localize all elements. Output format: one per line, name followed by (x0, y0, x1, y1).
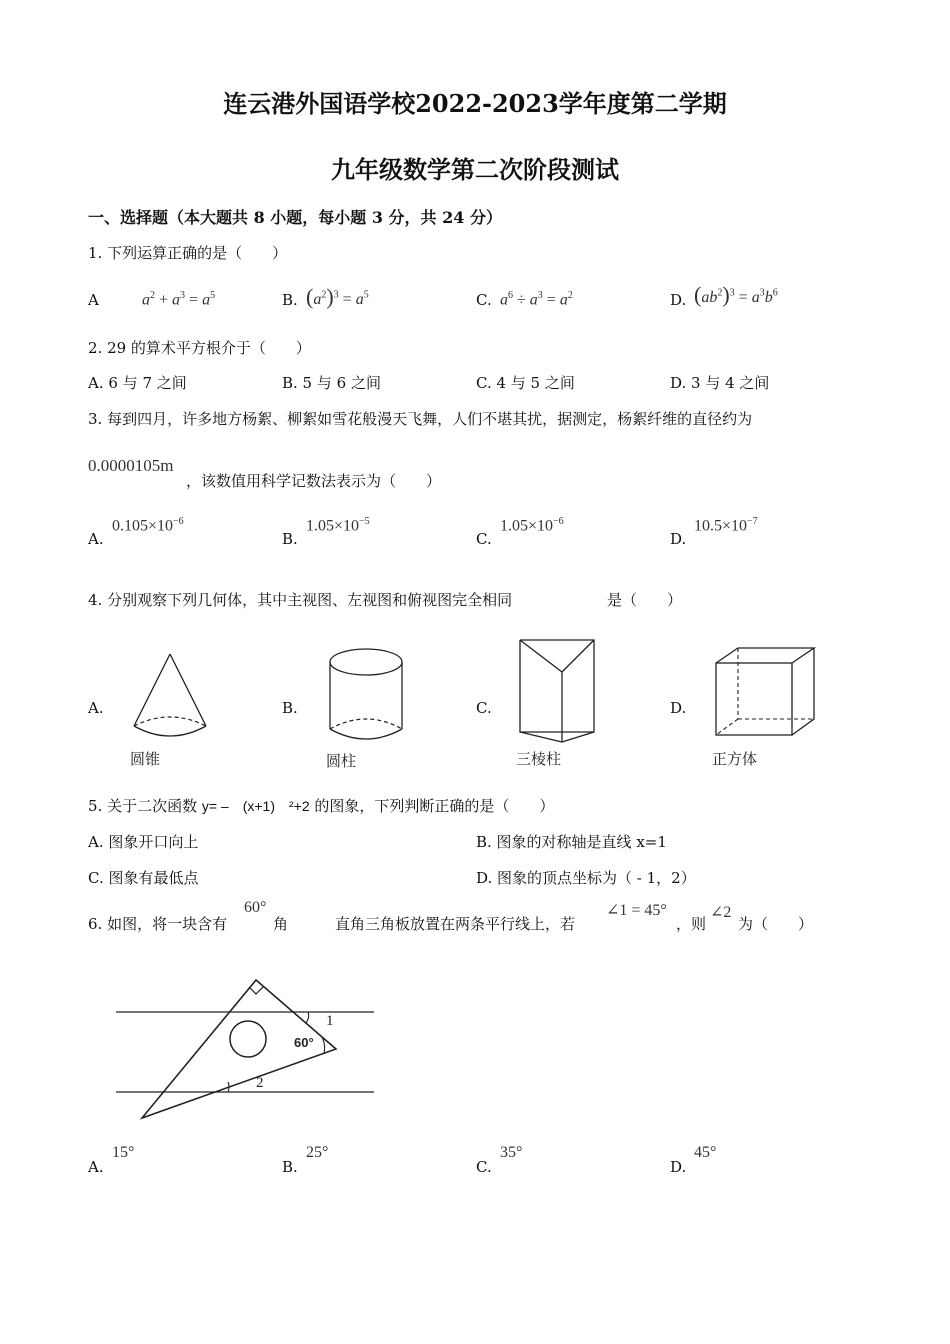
q2-stem: 2. 29 的算术平方根介于（ ） (88, 339, 311, 357)
q6-option-b-value: 25° (306, 1144, 329, 1161)
triangular-prism-figure (518, 636, 598, 744)
q6-angle-60: 60° (244, 899, 267, 916)
q6-option-d-label: D. (670, 1158, 687, 1176)
q4-option-a-label: A. (88, 699, 104, 717)
q2-option-b: B. 5 与 6 之间 (282, 374, 381, 392)
fig-label-1: 1 (326, 1013, 334, 1029)
q3-option-c-value: $1.05\times 10^{-6}$ (500, 516, 564, 535)
set-square-hole (230, 1021, 266, 1057)
q1-option-c-label: C. (476, 291, 492, 309)
cylinder-figure (328, 645, 408, 745)
q1-option-a-formula: $a^2 + a^3 = a^5$ (142, 290, 216, 309)
q3-option-c-label: C. (476, 530, 492, 548)
q3-value: 0.0000105m (88, 456, 174, 475)
q6-stem-c: 直角三角板放置在两条平行线上，若 (335, 915, 576, 933)
q4-option-d-label: D. (670, 699, 687, 717)
q5-option-d: D. 图象的顶点坐标为（ - 1，2） (476, 869, 696, 887)
q2-option-d: D. 3 与 4 之间 (670, 374, 770, 392)
q1-option-a-label: A (88, 291, 99, 309)
q1-option-b-formula: $(a^2)^3 = a^5$ (306, 284, 369, 309)
triangular-prism-label: 三棱柱 (516, 751, 562, 768)
q5-stem: 5. 关于二次函数 y= – (x+1) ²+2 的图象，下列判断正确的是（ ） (88, 797, 555, 815)
q3-option-d-label: D. (670, 530, 687, 548)
fig-label-60: 60° (294, 1035, 314, 1050)
q2-option-c: C. 4 与 5 之间 (476, 374, 575, 392)
q3-option-a-value: $0.105\times 10^{-6}$ (112, 516, 184, 535)
q5-option-b: B. 图象的对称轴是直线 x=1 (476, 833, 667, 851)
q3-option-b-label: B. (282, 530, 298, 548)
q6-figure (110, 975, 380, 1125)
q6-option-a-value: 15° (112, 1144, 135, 1161)
q6-target-angle: ∠2 (710, 904, 732, 921)
q6-condition: ∠1 = 45° (606, 902, 667, 919)
q6-stem-d: ，则 (676, 915, 707, 933)
cylinder-label: 圆柱 (326, 753, 357, 770)
q3-option-a-label: A. (88, 530, 104, 548)
q1-stem: 1. 下列运算正确的是（ ） (88, 244, 288, 262)
cube-figure (712, 645, 824, 741)
page-subtitle: 九年级数学第二次阶段测试 (331, 155, 619, 184)
q6-stem-a: 6. 如图，将一块含有 (88, 915, 228, 933)
section-heading: 一、选择题（本大题共 8 小题，每小题 3 分，共 24 分） (88, 208, 502, 227)
q4-option-b-label: B. (282, 699, 298, 717)
q1-option-c-formula: $a^6 \div a^3 = a^2$ (500, 290, 573, 309)
cube-label: 正方体 (712, 751, 758, 768)
q4-stem2: 是（ ） (607, 591, 683, 609)
q4-option-c-label: C. (476, 699, 492, 717)
q3-option-b-value: $1.05\times 10^{-5}$ (306, 516, 370, 535)
q6-option-a-label: A. (88, 1158, 104, 1176)
q6-stem-e: 为（ ） (738, 915, 814, 933)
angle-1-arc (306, 1012, 309, 1023)
page-title: 连云港外国语学校2022-2023学年度第二学期 (223, 89, 727, 118)
q3-stem2: ，该数值用科学记数法表示为（ ） (186, 472, 442, 490)
fig-label-2: 2 (256, 1075, 264, 1091)
q5-option-a: A. 图象开口向上 (88, 833, 199, 851)
q4-stem: 4. 分别观察下列几何体，其中主视图、左视图和俯视图完全相同 (88, 591, 513, 609)
q5-option-c: C. 图象有最低点 (88, 869, 199, 887)
q6-option-b-label: B. (282, 1158, 298, 1176)
q3-option-d-value: $10.5\times 10^{-7}$ (694, 516, 758, 535)
q2-option-a: A. 6 与 7 之间 (88, 374, 187, 392)
q1-option-d-formula: $(ab^2)^3 = a^3b^6$ (694, 282, 778, 307)
q1-option-d-label: D. (670, 291, 687, 309)
q3-stem: 3. 每到四月，许多地方杨絮、柳絮如雪花般漫天飞舞，人们不堪其扰，据测定，杨絮纤维的直径约为 (88, 410, 753, 428)
q6-option-d-value: 45° (694, 1144, 717, 1161)
q6-stem-b: 角 (273, 915, 289, 933)
q1-option-b-label: B. (282, 291, 298, 309)
right-angle-mark (249, 987, 263, 994)
q6-option-c-label: C. (476, 1158, 492, 1176)
cone-figure (128, 650, 213, 742)
cone-label: 圆锥 (130, 751, 161, 768)
q6-option-c-value: 35° (500, 1144, 523, 1161)
